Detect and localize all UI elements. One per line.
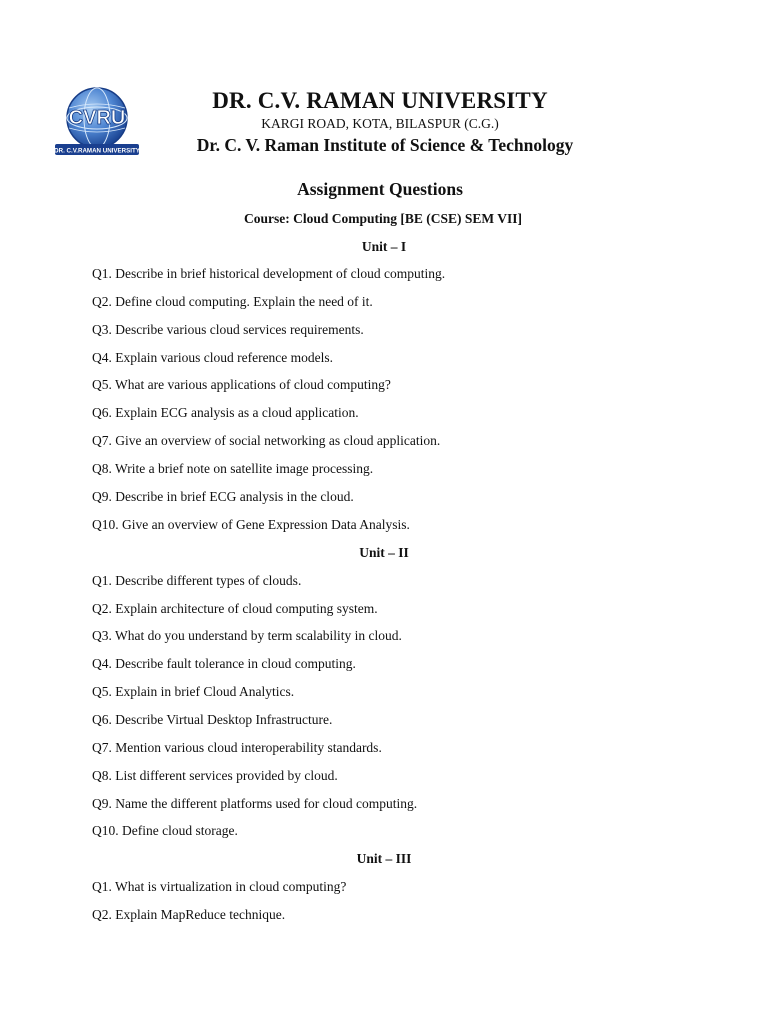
question-item: Q5. What are various applications of cloud computing? [92, 377, 391, 392]
question-item: Q9. Describe in brief ECG analysis in the cloud. [92, 489, 354, 504]
question-item: Q6. Describe Virtual Desktop Infrastructure. [92, 712, 333, 727]
question-item: Q7. Give an overview of social networking as cloud application. [92, 433, 441, 448]
institute-name: Dr. C. V. Raman Institute of Science & Technology [196, 135, 574, 155]
question-item: Q10. Give an overview of Gene Expression Data Analysis. [92, 517, 410, 532]
unit-heading-3: Unit – III [356, 851, 412, 866]
document-title: Assignment Questions [297, 179, 463, 199]
question-item: Q1. What is virtualization in cloud computing? [92, 879, 347, 894]
question-item: Q6. Explain ECG analysis as a cloud application. [92, 405, 359, 420]
question-item: Q10. Define cloud storage. [92, 823, 238, 838]
question-item: Q2. Explain MapReduce technique. [92, 907, 286, 922]
question-item: Q4. Explain various cloud reference models. [92, 350, 334, 365]
question-item: Q1. Describe in brief historical development of cloud computing. [92, 266, 446, 281]
university-address: KARGI ROAD, KOTA, BILASPUR (C.G.) [261, 116, 499, 131]
question-item: Q8. Write a brief note on satellite image processing. [92, 461, 374, 476]
question-item: Q7. Mention various cloud interoperability standards. [92, 740, 382, 755]
unit-heading-1: Unit – I [361, 239, 407, 254]
question-item: Q4. Describe fault tolerance in cloud computing. [92, 656, 356, 671]
logo-text: CVRU [68, 107, 126, 129]
logo-band-text: DR. C.V.RAMAN UNIVERSITY [54, 147, 140, 155]
question-item: Q3. Describe various cloud services requirements. [92, 322, 364, 337]
question-item: Q2. Define cloud computing. Explain the need of it. [92, 294, 373, 309]
question-item: Q8. List different services provided by cloud. [92, 768, 338, 783]
question-item: Q5. Explain in brief Cloud Analytics. [92, 684, 295, 699]
unit-heading-2: Unit – II [359, 545, 409, 560]
question-item: Q2. Explain architecture of cloud computing system. [92, 601, 378, 616]
university-logo [52, 86, 142, 160]
course-title: Course: Cloud Computing [BE (CSE) SEM VII] [243, 211, 523, 226]
question-item: Q3. What do you understand by term scalability in cloud. [92, 628, 402, 643]
university-name: DR. C.V. RAMAN UNIVERSITY [212, 88, 548, 113]
question-item: Q9. Name the different platforms used for cloud computing. [92, 796, 418, 811]
question-item: Q1. Describe different types of clouds. [92, 573, 302, 588]
